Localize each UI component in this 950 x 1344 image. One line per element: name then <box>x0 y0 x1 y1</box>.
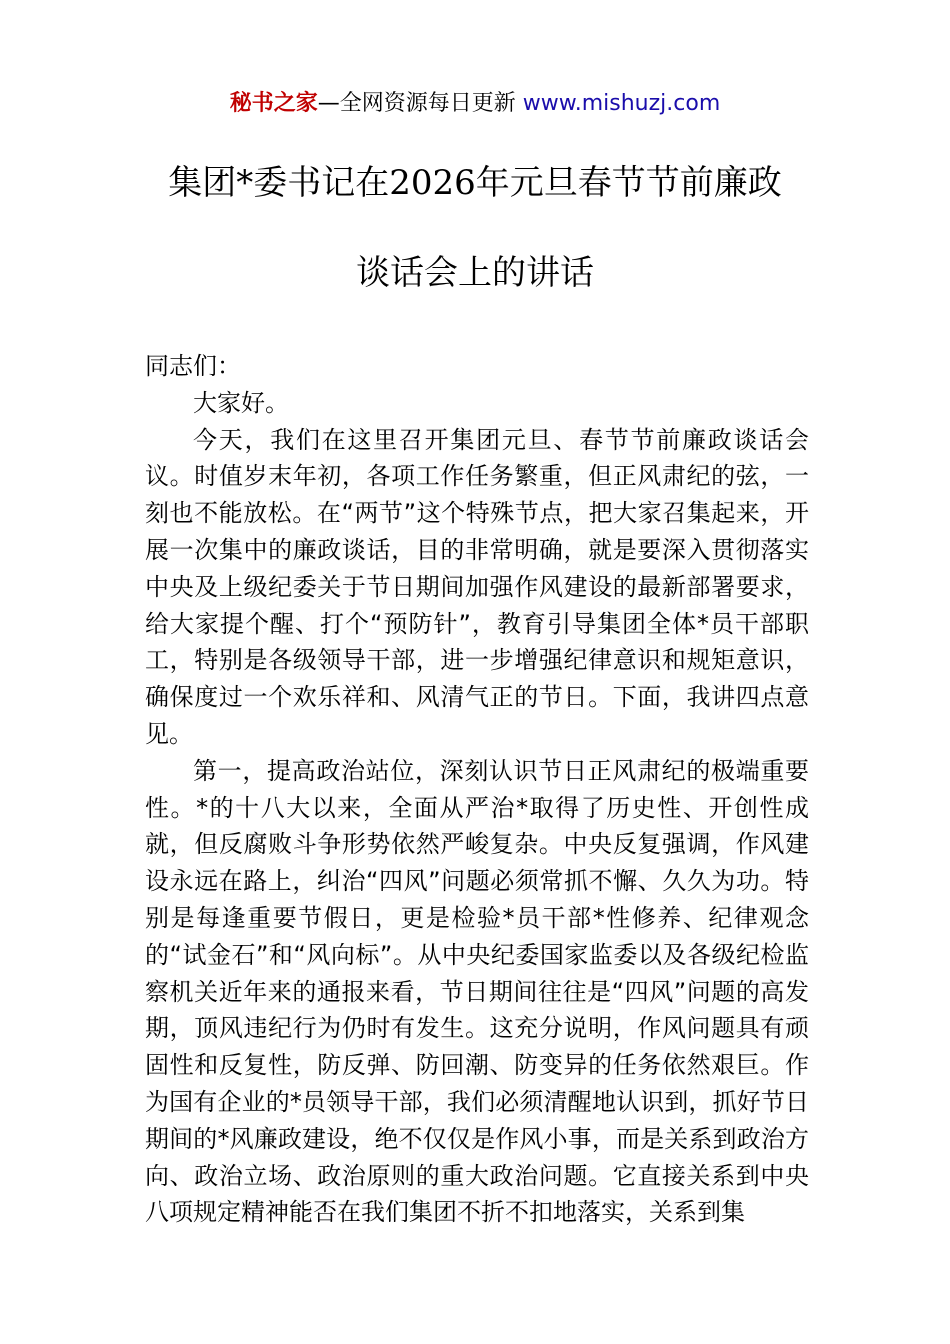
document-body <box>145 348 809 1231</box>
site-header <box>0 88 950 120</box>
site-brand: 秘书之家 <box>229 91 318 116</box>
paragraph-greeting: 大家好。 <box>193 388 289 417</box>
paragraph-point-one: 第一，提高政治站位，深刻认识节日正风肃纪的极端重要性。*的十八大以来，全面从严治*取得了历史性、开创性成就，但反腐败斗争形势依然严峻复杂。中央反复强调，作风建设永远在路上，纠治“四风”问题必须常抓不懈、久久为功。特别是每逢重要节假日，更是检验*员干部*性修养、纪律观念的“试金石”和“风向标”。从中央纪委国家监委以及各级纪检监察机关近年来的通报来看，节日期间往往是“四风”问题的高发期，顶风违纪行为仍时有发生。这充分说明，作风问题具有顽固性和反复性，防反弹、防回潮、防变异的任务依然艰巨。作为国有企业的*员领导干部，我们必须清醒地认识到，抓好节日期间的*风廉政建设，绝不仅仅是作风小事，而是关系到政治方向、政治立场、政治原则的重大政治问题。它直接关系到中央八项规定精神能否在我们集团不折不扣地落实，关系到集 <box>145 756 809 1227</box>
site-tagline: —全网资源每日更新 <box>317 91 523 116</box>
document-title <box>100 160 850 296</box>
salutation: 同志们： <box>145 352 241 380</box>
site-url-link[interactable]: www.mishuzj.com <box>522 91 721 116</box>
paragraph-intro: 今天，我们在这里召开集团元旦、春节节前廉政谈话会议。时值岁末年初，各项工作任务繁重，但正风肃纪的弦，一刻也不能放松。在“两节”这个特殊节点，把大家召集起来，开展一次集中的廉政谈话，目的非常明确，就是要深入贯彻落实中央及上级纪委关于节日期间加强作风建设的最新部署要求，给大家提个醒、打个“预防针”，教育引导集团全体*员干部职工，特别是各级领导干部，进一步增强纪律意识和规矩意识，确保度过一个欢乐祥和、风清气正的节日。下面，我讲四点意见。 <box>145 425 809 748</box>
title-line-1: 集团*委书记在2026年元旦春节节前廉政 <box>168 163 782 203</box>
title-line-2: 谈话会上的讲话 <box>356 253 594 293</box>
